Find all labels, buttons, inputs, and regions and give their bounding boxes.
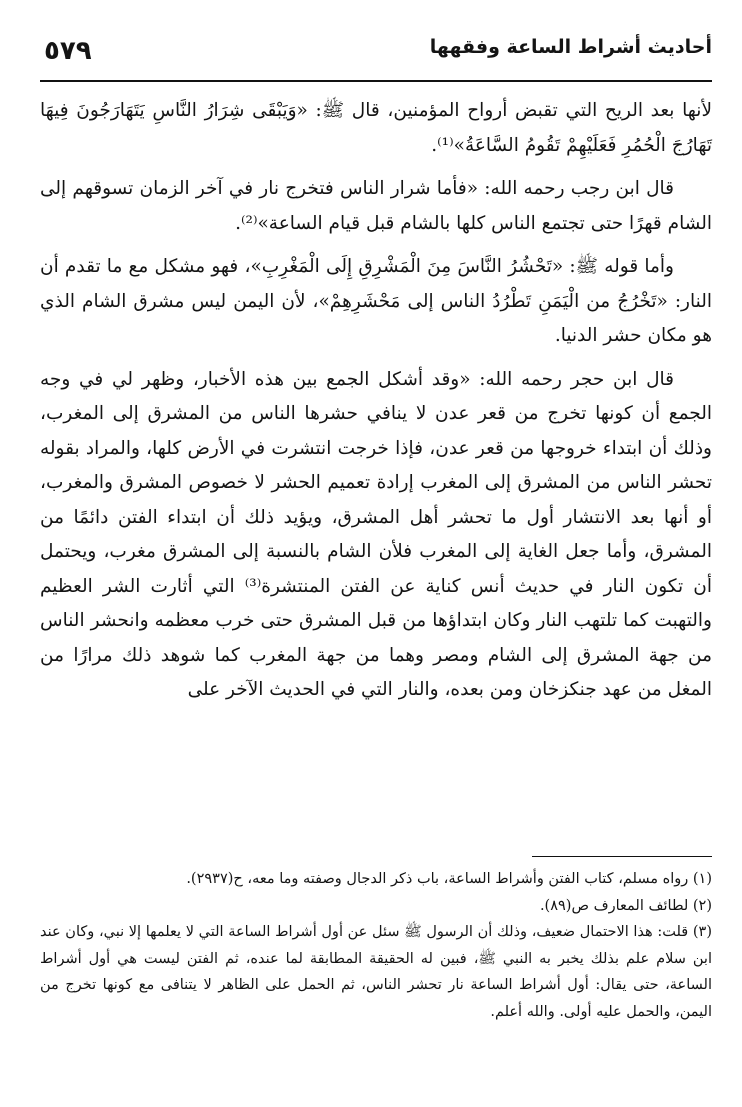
footnotes <box>40 866 712 1025</box>
footnote-1: (١) رواه مسلم، كتاب الفتن وأشراط الساعة، باب ذكر الدجال وصفته وما معه، ح(٢٩٣٧). <box>186 871 712 887</box>
footnote-separator <box>532 856 712 857</box>
main-text <box>40 94 712 717</box>
paragraph-2: قال ابن رجب رحمه الله: «فأما شرار الناس فتخرج نار في آخر الزمان تسوقهم إلى الشام قهرًا حتى تجتمع الناس كلها بالشام قبل قيام الساعة»⁽²⁾. <box>40 178 712 234</box>
footnote-3: (٣) قلت: هذا الاحتمال ضعيف، وذلك أن الرسول ﷺ سئل عن أول أشراط الساعة التي لا يعلمها إلا نبي، وكان عند ابن سلام علم بذلك يخبر به النبي ﷺ، فبين له الحقيقة المطابقة لما عنده، ثم الفتن ليست هي أول أشراط الساعة، حتى يقال: أول أشراط الساعة نار تحشر الناس، ثم الحمل على الظاهر لا يتنافى مع كونها تخرج من اليمن، والحمل عليه أولى. والله أعلم. <box>40 924 712 1020</box>
page-number: ٥٧٩ <box>44 36 92 66</box>
running-title: أحاديث أشراط الساعة وفقهها <box>429 36 712 58</box>
paragraph-4: قال ابن حجر رحمه الله: «وقد أشكل الجمع بين هذه الأخبار، وظهر لي في وجه الجمع أن كونها تخرج من قعر عدن لا ينافي حشرها الناس من المشرق إلى المغرب، وذلك أن ابتداء خروجها من قعر عدن، فإذا خرجت انتشرت في الأرض كلها، والمراد بقوله تحشر الناس من المشرق إلى المغرب إرادة تعميم الحشر لا خصوص المشرق والمغرب، أو أنها بعد الانتشار أول ما تحشر أهل المشرق، ويؤيد ذلك أن ابتداء الفتن دائمًا من المشرق، وأما جعل الغاية إلى المغرب فلأن الشام بالنسبة إلى المشرق مغرب، ويحتمل أن تكون النار في حديث أنس كناية عن الفتن المنتشرة⁽³⁾ التي أثارت الشر العظيم والتهبت كما تلتهب النار وكان ابتداؤها من قبل المشرق حتى خرب معظمه وانحشر الناس من جهة المشرق إلى الشام ومصر وهما من جهة المغرب كما شوهد ذلك مرارًا من المغل من عهد جنكزخان ومن بعده، والنار التي في الحديث الآخر على <box>40 368 712 700</box>
header-rule <box>40 80 712 82</box>
footnote-2: (٢) لطائف المعارف ص(٨٩). <box>539 897 712 914</box>
paragraph-1: لأنها بعد الريح التي تقبض أرواح المؤمنين، قال ﷺ: «وَيَبْقَى شِرَارُ النَّاسِ يَتَهَارَجُونَ فِيهَا تَهَارُجَ الْحُمُرِ فَعَلَيْهِمْ تَقُومُ السَّاعَةُ»⁽¹⁾. <box>40 100 712 156</box>
page-header <box>40 34 712 82</box>
paragraph-3: وأما قوله ﷺ: «تَحْشُرُ النَّاسَ مِنَ الْمَشْرِقِ إِلَى الْمَغْرِبِ»، فهو مشكل مع ما تقدم أن النار: «تَخْرُجُ من الْيَمَنِ تَطْرُدُ الناس إلى مَحْشَرِهِمْ»، لأن اليمن ليس مشرق الشام الذي هو مكان حشر الدنيا. <box>40 256 712 346</box>
